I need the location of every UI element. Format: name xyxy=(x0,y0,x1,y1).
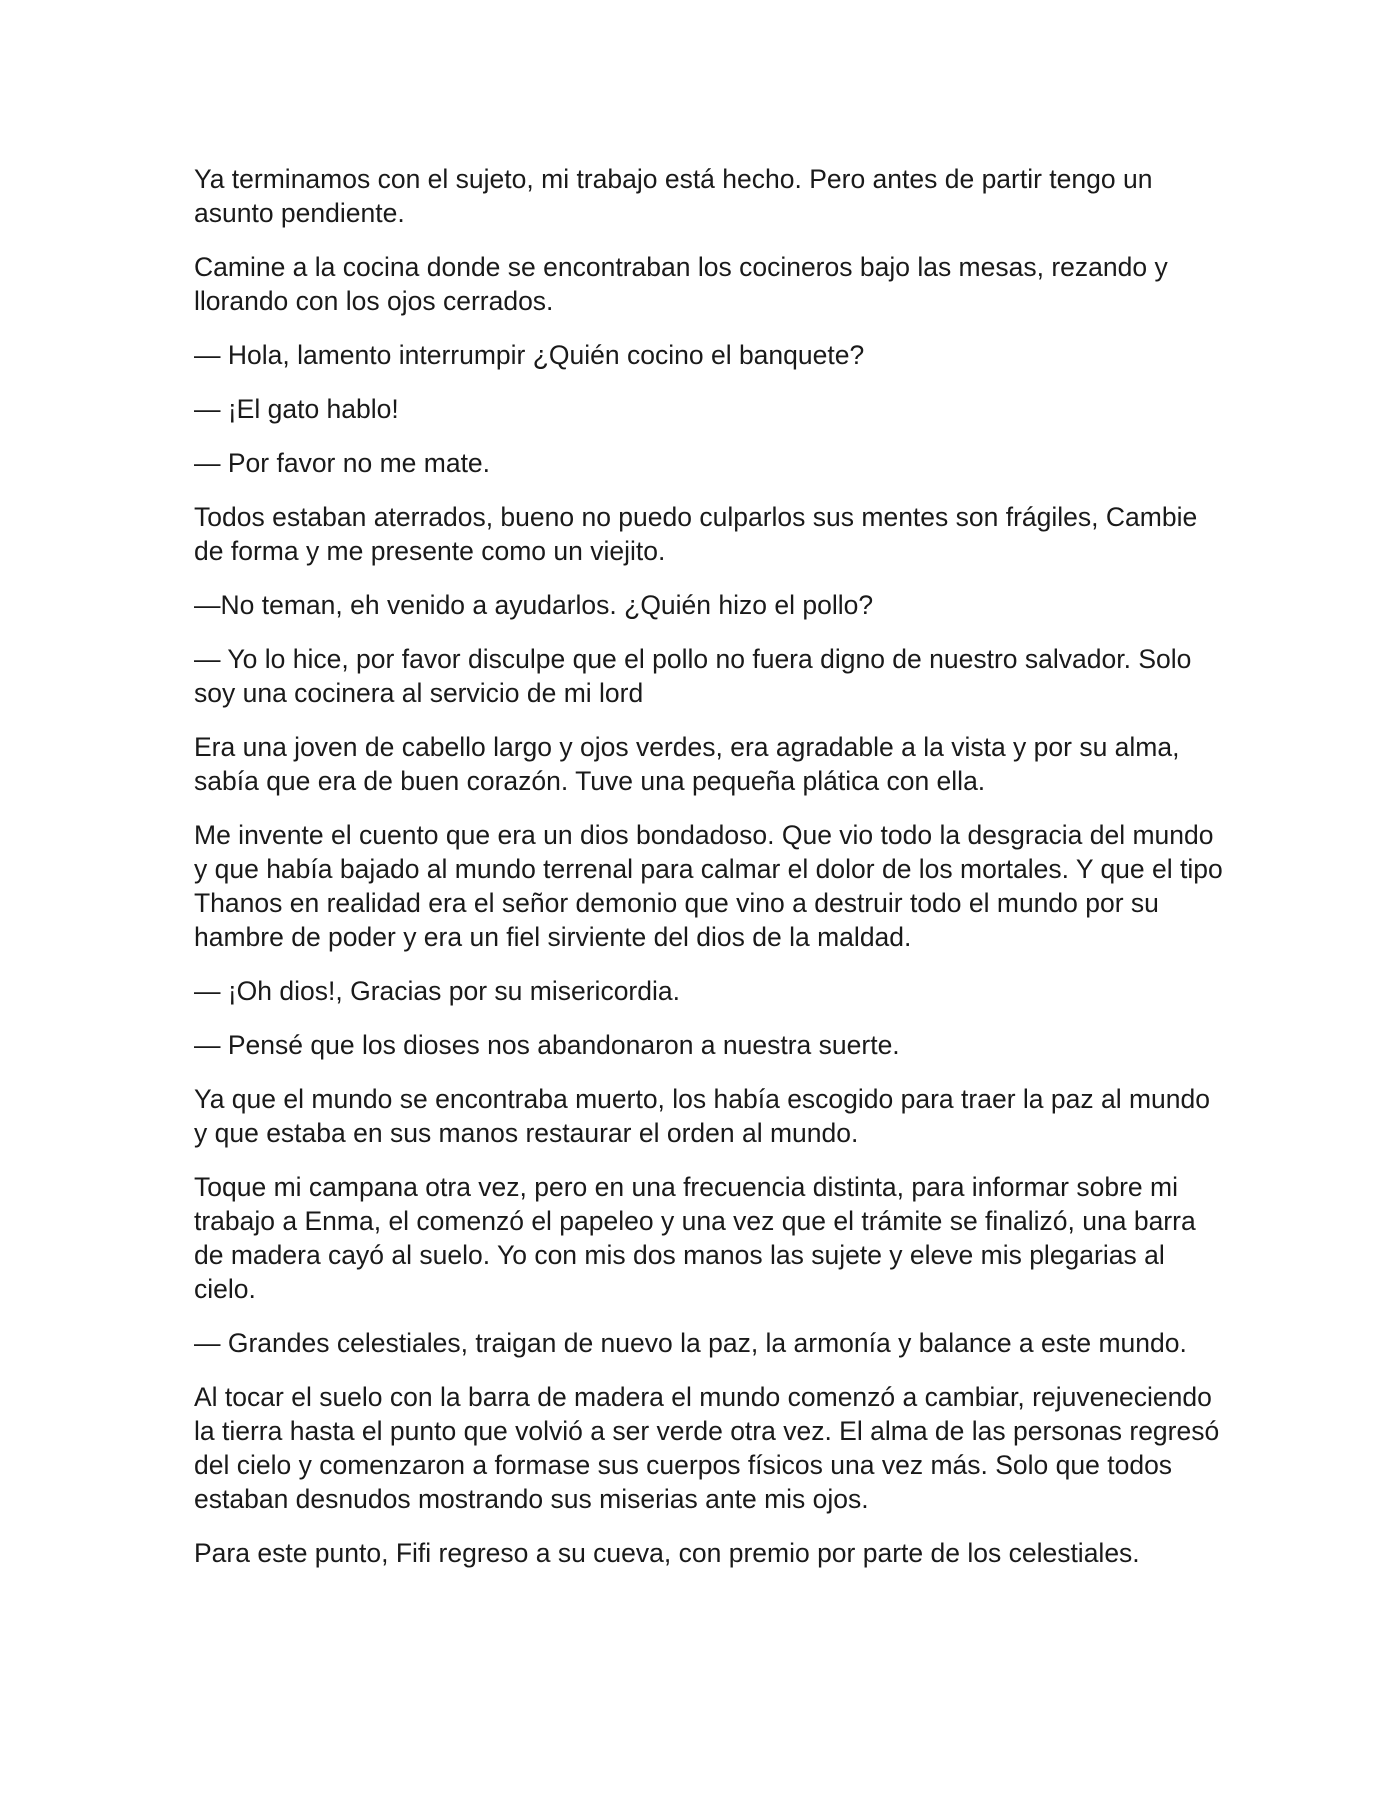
paragraph: Me invente el cuento que era un dios bondadoso. Que vio todo la desgracia del mundo y que había bajado al mundo terrenal para calmar el dolor de los mortales. Y que el tipo Thanos en realidad era el señor demonio que vino a destruir todo el mundo por su hambre de poder y era un fiel sirviente del dios de la maldad. xyxy=(194,820,1223,952)
paragraph: Todos estaban aterrados, bueno no puedo culparlos sus mentes son frágiles, Cambie de forma y me presente como un viejito. xyxy=(194,502,1198,566)
paragraph: Toque mi campana otra vez, pero en una frecuencia distinta, para informar sobre mi trabajo a Enma, el comenzó el papeleo y una vez que el trámite se finalizó, una barra de madera cayó al suelo. Yo con mis dos manos las sujete y eleve mis plegarias al cielo. xyxy=(194,1172,1196,1304)
paragraph: Ya terminamos con el sujeto, mi trabajo está hecho. Pero antes de partir tengo un asunto pendiente. xyxy=(194,164,1153,228)
paragraph: Ya que el mundo se encontraba muerto, los había escogido para traer la paz al mundo y que estaba en sus manos restaurar el orden al mundo. xyxy=(194,1084,1210,1148)
paragraph: Era una joven de cabello largo y ojos verdes, era agradable a la vista y por su alma, sabía que era de buen corazón. Tuve una pequeña plática con ella. xyxy=(194,732,1180,796)
paragraph: Para este punto, Fifi regreso a su cueva, con premio por parte de los celestiales. xyxy=(194,1538,1140,1568)
document-body xyxy=(194,162,1224,1590)
dialogue-line: — ¡Oh dios!, Gracias por su misericordia. xyxy=(194,976,680,1006)
paragraph: Camine a la cocina donde se encontraban los cocineros bajo las mesas, rezando y llorando con los ojos cerrados. xyxy=(194,252,1168,316)
dialogue-line: — Grandes celestiales, traigan de nuevo la paz, la armonía y balance a este mundo. xyxy=(194,1328,1187,1358)
paragraph: Al tocar el suelo con la barra de madera el mundo comenzó a cambiar, rejuveneciendo la tierra hasta el punto que volvió a ser verde otra vez. El alma de las personas regresó del cielo y comenzaron a formase sus cuerpos físicos una vez más. Solo que todos estaban desnudos mostrando sus miserias ante mis ojos. xyxy=(194,1382,1220,1514)
dialogue-line: — Pensé que los dioses nos abandonaron a nuestra suerte. xyxy=(194,1030,900,1060)
dialogue-line: — Yo lo hice, por favor disculpe que el pollo no fuera digno de nuestro salvador. Solo soy una cocinera al servicio de mi lord xyxy=(194,644,1192,708)
dialogue-line: — ¡El gato hablo! xyxy=(194,394,399,424)
dialogue-line: — Por favor no me mate. xyxy=(194,448,491,478)
dialogue-line: —No teman, eh venido a ayudarlos. ¿Quién hizo el pollo? xyxy=(194,590,874,620)
dialogue-line: — Hola, lamento interrumpir ¿Quién cocino el banquete? xyxy=(194,340,865,370)
